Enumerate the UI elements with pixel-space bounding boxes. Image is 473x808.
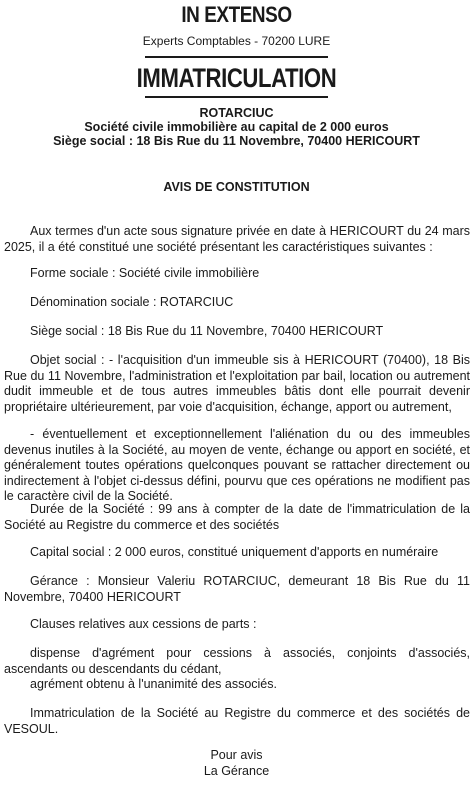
- paragraph-duree: Durée de la Société : 99 ans à compter de la date de l'immatriculation de la Société au Registre du commerce et des sociétés: [4, 502, 470, 532]
- company-name: ROTARCIUC: [199, 106, 274, 120]
- paragraph-siege: Siège social : 18 Bis Rue du 11 Novembre, 70400 HERICOURT: [30, 324, 384, 338]
- paragraph-gerance: Gérance : Monsieur Valeriu ROTARCIUC, demeurant 18 Bis Rue du 11 Novembre, 70400 HERICOURT: [4, 574, 470, 604]
- firm-subtitle: Experts Comptables - 70200 LURE: [142, 34, 331, 48]
- paragraph-agrement: agrément obtenu à l'unanimité des associés.: [30, 677, 277, 691]
- company-seat: Siège social : 18 Bis Rue du 11 Novembre, 70400 HERICOURT: [53, 134, 420, 148]
- paragraph-objet: Objet social : - l'acquisition d'un immeuble sis à HERICOURT (70400), 18 Bis Rue du 11 Novembre, l'administration et l'exploitation par bail, location ou autrement dudit immeuble et de tous autres immeubles bâtis dont elle pourrait devenir propriétaire ultérieurement, par voie d'acquisition, échange, apport ou autrement,: [4, 353, 470, 414]
- paragraph-objet-2: - éventuellement et exceptionnellement l'aliénation du ou des immeubles devenus inutiles à la Société, au moyen de vente, échange ou apport en société, et généralement toutes opérations quelconques pouvant se rattacher directement ou indirectement à l'objet ci-dessus défini, pourvu que ces opérations ne modifient pas le caractère civil de la Société.: [4, 427, 470, 503]
- company-block: [0, 106, 473, 148]
- company-type-capital: Société civile immobilière au capital de 2 000 euros: [84, 120, 389, 134]
- signature-line-2: La Gérance: [203, 763, 270, 778]
- paragraph-clauses: Clauses relatives aux cessions de parts :: [30, 617, 257, 631]
- firm-name: IN EXTENSO: [181, 2, 292, 27]
- signature-line-1: Pour avis: [210, 748, 263, 762]
- signature-block: [0, 748, 473, 779]
- divider-rule: [145, 96, 328, 98]
- notice-title: AVIS DE CONSTITUTION: [163, 180, 310, 194]
- paragraph-immatriculation: Immatriculation de la Société au Registre du commerce et des sociétés de VESOUL.: [4, 706, 470, 736]
- divider-rule: [145, 56, 328, 58]
- paragraph-capital: Capital social : 2 000 euros, constitué uniquement d'apports en numéraire: [30, 545, 439, 559]
- notice-heading: IMMATRICULATION: [136, 63, 337, 93]
- paragraph-dispense: dispense d'agrément pour cessions à associés, conjoints d'associés, ascendants ou descendants du cédant,: [4, 646, 470, 676]
- paragraph-forme: Forme sociale : Société civile immobilière: [30, 266, 260, 280]
- paragraph-intro: Aux termes d'un acte sous signature privée en date à HERICOURT du 24 mars 2025, il a été constitué une société présentant les caractéristiques suivantes :: [4, 224, 470, 254]
- paragraph-denomination: Dénomination sociale : ROTARCIUC: [30, 295, 234, 309]
